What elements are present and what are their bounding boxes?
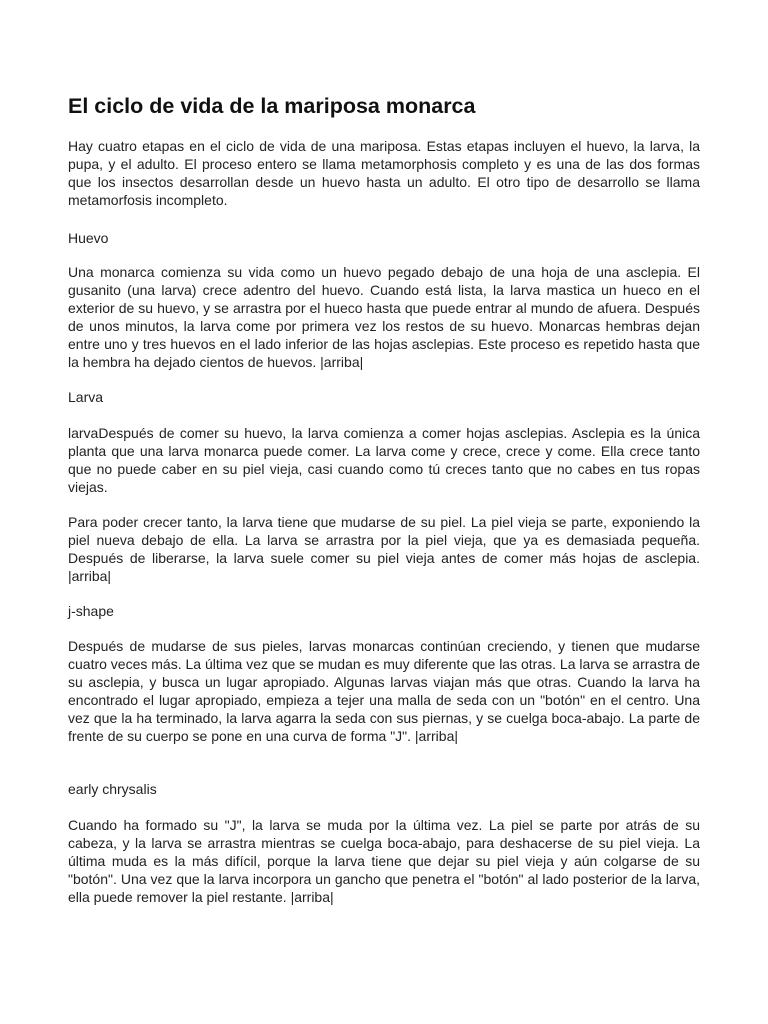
section-heading-early-chrysalis: early chrysalis — [68, 781, 157, 797]
section-heading-larva: Larva — [68, 389, 104, 405]
section-heading-huevo: Huevo — [68, 230, 109, 246]
larva-paragraph-2: Para poder crecer tanto, la larva tiene que mudarse de su piel. La piel vieja se parte, exponiendo la piel nueva debajo de ella. La larva se arrastra por la piel vieja, que ya es demasiada pequeña. Después de liberarse, la larva suele comer su piel vieja antes de comer más hojas de asclepia. |arriba| — [68, 514, 700, 584]
intro-paragraph: Hay cuatro etapas en el ciclo de vida de una mariposa. Estas etapas incluyen el huevo, la larva, la pupa, y el adulto. El proceso entero se llama metamorphosis completo y es una de las dos formas que los insectos desarrollan desde un huevo hasta un adulto. El otro tipo de desarrollo se llama metamorfosis incompleto. — [68, 138, 700, 208]
section-heading-j-shape: j-shape — [68, 603, 114, 619]
j-shape-paragraph: Después de mudarse de sus pieles, larvas monarcas continúan creciendo, y tienen que mudarse cuatro veces más. La última vez que se mudan es muy diferente que las otras. La larva se arrastra de su asclepia, y busca un lugar apropiado. Algunas larvas viajan más que otras. Cuando la larva ha encontrado el lugar apropiado, empieza a tejer una malla de seda con un "botón" en el centro. Una vez que la ha terminado, la larva agarra la seda con sus piernas, y se cuelga boca-abajo. La parte de frente de su cuerpo se pone en una curva de forma "J". |arriba| — [68, 638, 700, 744]
page-title: El ciclo de vida de la mariposa monarca — [68, 94, 476, 118]
huevo-paragraph: Una monarca comienza su vida como un huevo pegado debajo de una hoja de una asclepia. El gusanito (una larva) crece adentro del huevo. Cuando está lista, la larva mastica un hueco en el exterior de su huevo, y se arrastra por el hueco hasta que puede entrar al mundo de afuera. Después de unos minutos, la larva come por primera vez los restos de su huevo. Monarcas hembras dejan entre uno y tres huevos en el lado inferior de las hojas asclepias. Este proceso es repetido hasta que la hembra ha dejado cientos de huevos. |arriba| — [68, 264, 700, 370]
early-chrysalis-paragraph: Cuando ha formado su "J", la larva se muda por la última vez. La piel se parte por atrás de su cabeza, y la larva se arrastra mientras se cuelga boca-abajo, para deshacerse de su piel vieja. La última muda es la más difícil, porque la larva tiene que dejar su piel vieja y aún colgarse de su "botón". Una vez que la larva incorpora un gancho que penetra el "botón" al lado posterior de la larva, ella puede remover la piel restante. |arriba| — [68, 817, 700, 905]
larva-paragraph-1: larvaDespués de comer su huevo, la larva comienza a comer hojas asclepias. Asclepia es la única planta que una larva monarca puede comer. La larva come y crece, crece y come. Ella crece tanto que no puede caber en su piel vieja, casi cuando como tú creces tanto que no cabes en tus ropas viejas. — [68, 425, 700, 495]
